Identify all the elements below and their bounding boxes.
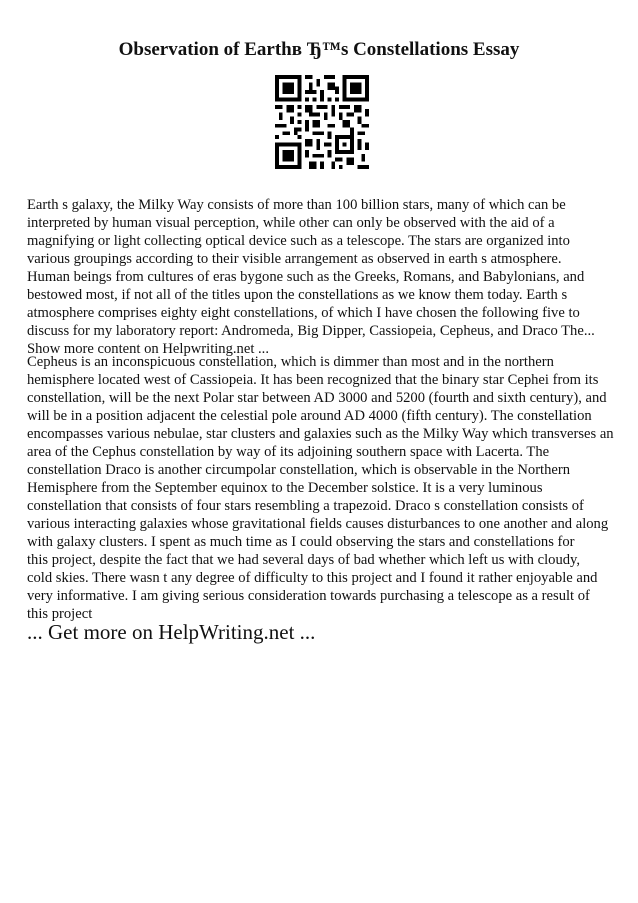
body-line: hemisphere located west of Cassiopeia. It has been recognized that the binary star Cephei from its: [27, 372, 599, 388]
intro-line: Human beings from cultures of eras bygone such as the Greeks, Romans, and Babylonians, and: [27, 269, 585, 285]
body-line: constellation Draco is another circumpolar constellation, which is observable in the Northern: [27, 462, 571, 478]
show-more-link[interactable]: Show more content on Helpwriting.net ...: [27, 341, 269, 357]
intro-paragraph: [27, 196, 627, 358]
intro-line: interpreted by human visual perception, while other can only be observed with the aid of a: [27, 215, 555, 231]
body-line: constellation that consists of four stars resembling a trapezoid. Draco s constellation consists of: [27, 498, 584, 514]
body-paragraph: [27, 353, 627, 623]
body-line: encompasses various nebulae, star clusters and galaxies such as the Milky Way which transverses an: [27, 426, 614, 442]
body-line: this project: [27, 606, 93, 622]
body-line: with galaxy clusters. I spent as much time as I could observing the stars and constellations for: [27, 534, 575, 550]
intro-line: bestowed most, if not all of the titles upon the constellations as we know them today. Earth s: [27, 287, 568, 303]
body-line: Hemisphere from the September equinox to the December solstice. It is a very luminous: [27, 480, 543, 496]
qr-code-icon: [275, 75, 369, 169]
get-more-link[interactable]: ... Get more on HelpWriting.net ...: [27, 620, 316, 644]
intro-line: atmosphere comprises eighty eight constellations, of which I have chosen the following five to: [27, 305, 580, 321]
body-line: Cepheus is an inconspicuous constellation, which is dimmer than most and in the northern: [27, 354, 554, 370]
intro-line: discuss for my laboratory report: Andromeda, Big Dipper, Cassiopeia, Cepheus, and Draco The...: [27, 323, 595, 339]
body-line: will be in a position adjacent the celestial pole around AD 4000 (fifth century). The constellation: [27, 408, 592, 424]
body-line: this project, despite the fact that we had several days of bad whether which left us with cloudy,: [27, 552, 581, 568]
intro-line: Earth s galaxy, the Milky Way consists of more than 100 billion stars, many of which can be: [27, 197, 566, 213]
body-line: constellation, will be the next Polar star between AD 3000 and 5200 (fourth and sixth century), and: [27, 390, 607, 406]
intro-line: various groupings according to their visible arrangement as observed in earth s atmosphere.: [27, 251, 562, 267]
body-line: cold skies. There wasn t any degree of difficulty to this project and I found it rather enjoyable and: [27, 570, 598, 586]
body-line: very informative. I am giving serious consideration towards purchasing a telescope as a result of: [27, 588, 590, 604]
intro-line: magnifying or light collecting optical device such as a telescope. The stars are organized into: [27, 233, 570, 249]
body-line: area of the Cephus constellation by way of its adjoining southern space with Lacerta. The: [27, 444, 550, 460]
body-line: various interacting galaxies whose gravitational fields causes disturbances to one another and along: [27, 516, 609, 532]
page-title: Observation of Earthв Ђ™s Constellations Essay: [118, 39, 520, 60]
